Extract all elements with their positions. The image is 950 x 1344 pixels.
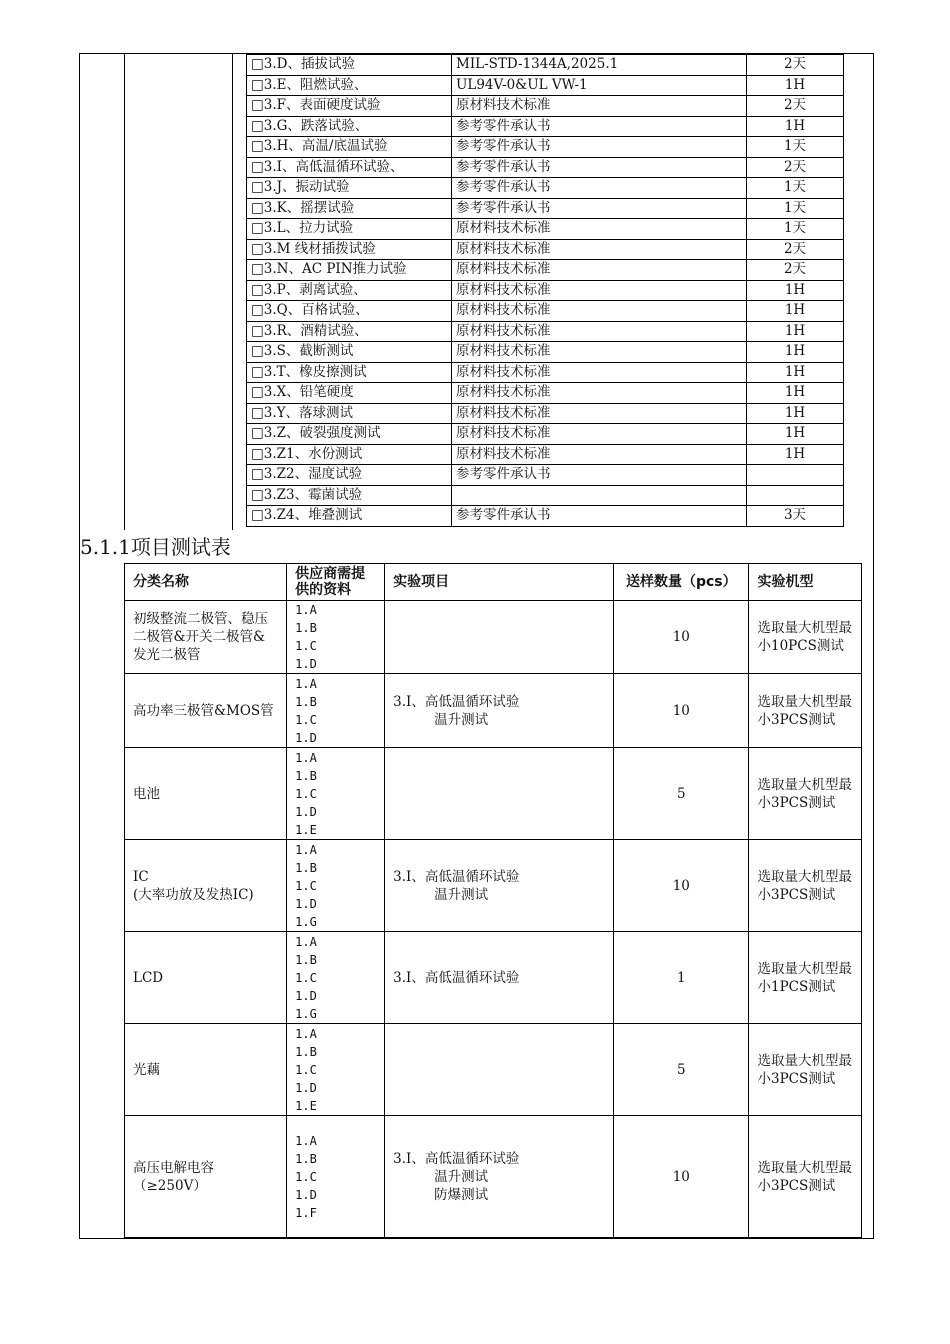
test-item-duration: 1H (747, 342, 844, 363)
project-test-body (125, 601, 862, 1238)
materials-cell (287, 601, 385, 674)
test-table-row (125, 840, 862, 932)
test-item-duration: 1H (747, 116, 844, 137)
test-item-row (247, 403, 844, 424)
test-item-duration: 1天 (747, 198, 844, 219)
material-code: 1.A (295, 842, 317, 857)
test-item-name: □3.J、振动试验 (247, 178, 452, 199)
experiment-cell (385, 932, 614, 1024)
test-item-name: □3.Q、百格试验、 (247, 301, 452, 322)
category-cell: 高功率三极管&MOS管 (125, 674, 287, 748)
material-code: 1.A (295, 1026, 317, 1041)
category-cell: 电池 (125, 748, 287, 840)
experiment-cell (385, 601, 614, 674)
test-item-duration: 1天 (747, 178, 844, 199)
test-item-row (247, 301, 844, 322)
experiment-cell (385, 840, 614, 932)
model-cell: 选取量大机型最小3PCS测试 (749, 674, 862, 748)
test-item-duration: 3天 (747, 506, 844, 527)
test-item-name: □3.S、截断测试 (247, 342, 452, 363)
test-item-standard: 参考零件承认书 (452, 178, 747, 199)
test-table-row (125, 748, 862, 840)
experiment-item: 3.I、高低温循环试验 (393, 868, 520, 885)
test-item-row (247, 116, 844, 137)
test-table-row (125, 932, 862, 1024)
experiment-cell (385, 748, 614, 840)
test-item-row (247, 424, 844, 445)
quantity-cell: 10 (614, 674, 749, 748)
test-item-standard: 原材料技术标准 (452, 362, 747, 383)
test-item-row (247, 444, 844, 465)
test-item-name: □3.Z1、水份测试 (247, 444, 452, 465)
test-item-name: □3.T、橡皮擦测试 (247, 362, 452, 383)
header-model: 实验机型 (749, 564, 862, 601)
test-item-duration (747, 465, 844, 486)
test-item-standard: 参考零件承认书 (452, 157, 747, 178)
material-code: 1.D (295, 988, 317, 1003)
header-experiment: 实验项目 (385, 564, 614, 601)
test-item-standard: 参考零件承认书 (452, 506, 747, 527)
material-code: 1.A (295, 603, 317, 617)
material-code: 1.D (295, 1187, 317, 1202)
materials-cell (287, 674, 385, 748)
category-cell: IC (大率功放及发热IC) (125, 840, 287, 932)
test-item-name: □3.Z、破裂强度测试 (247, 424, 452, 445)
test-item-duration: 2天 (747, 260, 844, 281)
test-table-row (125, 1116, 862, 1238)
material-code: 1.G (295, 1006, 317, 1021)
test-item-duration: 2天 (747, 96, 844, 117)
experiment-item: 3.I、高低温循环试验 (393, 969, 520, 986)
experiment-cell (385, 1024, 614, 1116)
model-cell: 选取量大机型最小10PCS测试 (749, 601, 862, 674)
category-cell: 高压电解电容 （≥250V） (125, 1116, 287, 1238)
test-item-standard: 原材料技术标准 (452, 342, 747, 363)
test-item-row (247, 96, 844, 117)
test-item-duration: 2天 (747, 239, 844, 260)
experiment-item: 3.I、高低温循环试验 (393, 1150, 520, 1167)
test-item-standard: 参考零件承认书 (452, 198, 747, 219)
test-item-duration: 1H (747, 403, 844, 424)
experiment-cell (385, 674, 614, 748)
material-code: 1.B (295, 1044, 317, 1059)
header-quantity: 送样数量（pcs） (614, 564, 749, 601)
test-item-standard: 原材料技术标准 (452, 280, 747, 301)
test-item-duration: 1天 (747, 137, 844, 158)
test-item-duration: 1H (747, 321, 844, 342)
test-item-row (247, 342, 844, 363)
category-cell: 光藕 (125, 1024, 287, 1116)
model-cell: 选取量大机型最小1PCS测试 (749, 932, 862, 1024)
test-item-row (247, 75, 844, 96)
material-code: 1.C (295, 639, 317, 653)
material-code: 1.G (295, 914, 317, 929)
model-cell: 选取量大机型最小3PCS测试 (749, 840, 862, 932)
quantity-cell: 5 (614, 748, 749, 840)
test-item-row (247, 506, 844, 527)
material-code: 1.C (295, 970, 317, 985)
header-row (125, 564, 862, 601)
material-code: 1.F (295, 1205, 317, 1220)
test-item-row (247, 198, 844, 219)
test-item-standard: 原材料技术标准 (452, 403, 747, 424)
test-item-standard: 原材料技术标准 (452, 301, 747, 322)
test-item-row (247, 239, 844, 260)
test-item-standard: 原材料技术标准 (452, 96, 747, 117)
test-item-row (247, 280, 844, 301)
test-table-row (125, 1024, 862, 1116)
test-item-standard: 参考零件承认书 (452, 137, 747, 158)
test-item-name: □3.F、表面硬度试验 (247, 96, 452, 117)
test-item-name: □3.G、跌落试验、 (247, 116, 452, 137)
quantity-cell: 10 (614, 601, 749, 674)
test-item-name: □3.E、阻燃试验、 (247, 75, 452, 96)
material-code: 1.A (295, 934, 317, 949)
test-item-duration: 1H (747, 383, 844, 404)
test-item-row (247, 362, 844, 383)
test-item-name: □3.I、高低温循环试验、 (247, 157, 452, 178)
test-item-row (247, 219, 844, 240)
materials-cell (287, 748, 385, 840)
experiment-cell (385, 1116, 614, 1238)
test-item-standard: 原材料技术标准 (452, 444, 747, 465)
model-cell: 选取量大机型最小3PCS测试 (749, 1116, 862, 1238)
project-test-table (124, 563, 862, 1238)
header-category: 分类名称 (125, 564, 287, 601)
test-items-table (246, 54, 844, 527)
material-code: 1.B (295, 621, 317, 635)
quantity-cell: 5 (614, 1024, 749, 1116)
test-item-duration: 2天 (747, 55, 844, 76)
test-item-standard: 原材料技术标准 (452, 260, 747, 281)
model-cell: 选取量大机型最小3PCS测试 (749, 1024, 862, 1116)
category-cell: 初级整流二极管、稳压二极管&开关二极管&发光二极管 (125, 601, 287, 674)
test-item-row (247, 321, 844, 342)
material-code: 1.E (295, 822, 317, 837)
test-item-duration: 2天 (747, 157, 844, 178)
test-item-standard: 原材料技术标准 (452, 424, 747, 445)
test-item-standard: MIL-STD-1344A,2025.1 (452, 55, 747, 76)
test-item-standard: 原材料技术标准 (452, 321, 747, 342)
test-item-name: □3.X、铅笔硬度 (247, 383, 452, 404)
test-item-standard: 参考零件承认书 (452, 116, 747, 137)
test-item-duration: 1H (747, 444, 844, 465)
test-item-name: □3.Z3、霉菌试验 (247, 485, 452, 506)
material-code: 1.A (295, 750, 317, 765)
frame-divider-1 (124, 53, 125, 530)
test-item-name: □3.L、拉力试验 (247, 219, 452, 240)
test-item-duration: 1H (747, 424, 844, 445)
materials-cell (287, 932, 385, 1024)
test-item-duration: 1H (747, 362, 844, 383)
experiment-item: 温升测试 (434, 711, 489, 728)
quantity-cell: 10 (614, 840, 749, 932)
test-item-duration (747, 485, 844, 506)
test-item-row (247, 178, 844, 199)
test-item-standard: 参考零件承认书 (452, 465, 747, 486)
test-items-body (247, 55, 844, 527)
experiment-item: 温升测试 (434, 886, 489, 903)
material-code: 1.A (295, 676, 317, 691)
experiment-item: 防爆测试 (434, 1186, 489, 1203)
material-code: 1.C (295, 1062, 317, 1077)
test-item-standard: 原材料技术标准 (452, 239, 747, 260)
test-item-name: □3.H、高温/底温试验 (247, 137, 452, 158)
material-code: 1.C (295, 786, 317, 801)
material-code: 1.D (295, 896, 317, 911)
test-item-name: □3.N、AC PIN推力试验 (247, 260, 452, 281)
material-code: 1.D (295, 657, 317, 671)
materials-cell (287, 1116, 385, 1238)
test-item-name: □3.Y、落球测试 (247, 403, 452, 424)
material-code: 1.B (295, 860, 317, 875)
test-item-name: □3.Z4、堆叠测试 (247, 506, 452, 527)
materials-cell (287, 1024, 385, 1116)
material-code: 1.B (295, 1151, 317, 1166)
material-code: 1.D (295, 1080, 317, 1095)
model-cell: 选取量大机型最小3PCS测试 (749, 748, 862, 840)
material-code: 1.E (295, 1098, 317, 1113)
material-code: 1.D (295, 804, 317, 819)
test-table-row (125, 601, 862, 674)
material-code: 1.B (295, 952, 317, 967)
quantity-cell: 1 (614, 932, 749, 1024)
test-item-standard: 原材料技术标准 (452, 219, 747, 240)
header-materials: 供应商需提供的资料 (287, 564, 385, 601)
section-title: 5.1.1项目测试表 (80, 535, 231, 559)
test-item-row (247, 485, 844, 506)
category-cell: LCD (125, 932, 287, 1024)
test-item-name: □3.P、剥离试验、 (247, 280, 452, 301)
material-code: 1.C (295, 878, 317, 893)
material-code: 1.B (295, 694, 317, 709)
test-item-standard: 原材料技术标准 (452, 383, 747, 404)
test-item-row (247, 137, 844, 158)
test-item-name: □3.K、摇摆试验 (247, 198, 452, 219)
test-item-name: □3.Z2、湿度试验 (247, 465, 452, 486)
test-item-name: □3.D、插拔试验 (247, 55, 452, 76)
frame-divider-2 (232, 53, 233, 530)
materials-cell (287, 840, 385, 932)
test-item-row (247, 157, 844, 178)
test-item-row (247, 383, 844, 404)
test-item-duration: 1H (747, 301, 844, 322)
test-item-duration: 1H (747, 75, 844, 96)
test-item-duration: 1H (747, 280, 844, 301)
material-code: 1.D (295, 730, 317, 745)
test-item-standard: UL94V-0&UL VW-1 (452, 75, 747, 96)
experiment-item: 3.I、高低温循环试验 (393, 693, 520, 710)
material-code: 1.B (295, 768, 317, 783)
quantity-cell: 10 (614, 1116, 749, 1238)
test-item-row (247, 260, 844, 281)
material-code: 1.A (295, 1133, 317, 1148)
material-code: 1.C (295, 712, 317, 727)
test-item-duration: 1天 (747, 219, 844, 240)
material-code: 1.C (295, 1169, 317, 1184)
experiment-item: 温升测试 (434, 1168, 489, 1185)
test-item-standard (452, 485, 747, 506)
test-item-name: □3.R、酒精试验、 (247, 321, 452, 342)
test-item-name: □3.M 线材插拨试验 (247, 239, 452, 260)
test-item-row (247, 55, 844, 76)
test-table-row (125, 674, 862, 748)
test-item-row (247, 465, 844, 486)
